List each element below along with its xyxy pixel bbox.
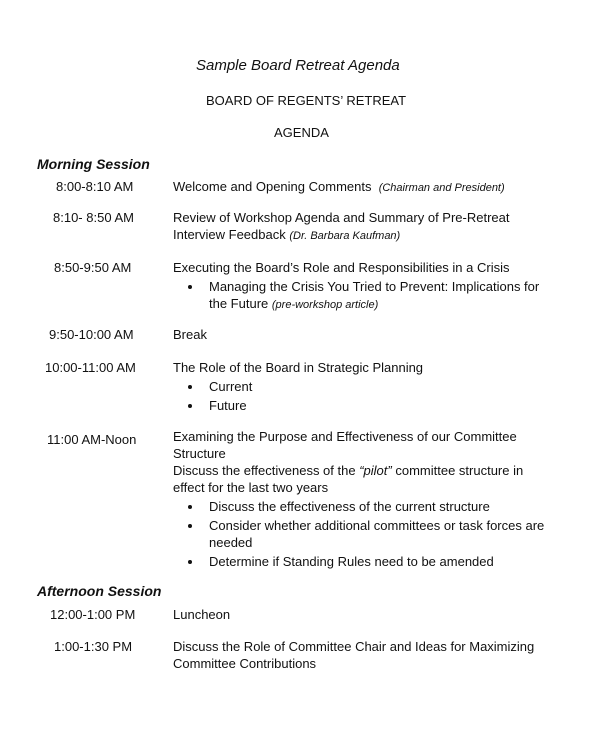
morning-session-heading: Morning Session (37, 156, 150, 172)
agenda-document: Sample Board Retreat Agenda BOARD OF REGENTS’ RETREAT AGENDA Morning Session 8:00-8:10 AM Welcome and Opening Comments (Chairman and President) 8:10- 8:50 AM Review of Workshop Agenda and Summary of Pre-Retreat Interview Feedback (Dr. Barbara Kaufman) 8:50-9:50 AM Executing the Board’s Role and Responsibilities in a Crisis Managing the Crisis You Tried to Prevent: Implications for the Future (pre-workshop article) 9:50-10:00 AM Break 10:00-11:00 AM The Role of the Board in Strategic Planning Current Future 11:00 AM-Noon Examining the Purpose and Effectiveness of our Committee Structure Discuss the effectiveness of the “pilot” committee structure in effect for the last two years Discuss the effectiveness of the current structure Consider whether additional committees or task forces are needed Determine if Standing Rules need to be amended Afternoon Session 12:00-1:00 PM Luncheon 1:00-1:30 PM Discuss the Role of Committee Chair and Ideas for Maximizing Committee Contributions (0, 0, 600, 730)
agenda-item-welcome: Welcome and Opening Comments (Chairman and President) (173, 179, 505, 194)
document-subtitle: BOARD OF REGENTS’ RETREAT (206, 93, 407, 108)
agenda-item-luncheon: Luncheon (173, 607, 231, 622)
speaker-note: (Chairman and President) (378, 182, 505, 194)
list-item: Future (173, 397, 573, 414)
bullet-list (173, 378, 573, 414)
list-item: Managing the Crisis You Tried to Prevent: Implications for the Future (pre-workshop article) (173, 278, 573, 314)
agenda-item-review: Review of Workshop Agenda and Summary of Pre-Retreat Interview Feedback (Dr. Barbara Kaufman) (173, 210, 510, 242)
document-title: Sample Board Retreat Agenda (196, 57, 400, 74)
list-item: Current (173, 378, 573, 395)
agenda-item-committee-structure: Examining the Purpose and Effectiveness of our Committee Structure Discuss the effectiveness of the “pilot” committee structure in effect for the last two years Discuss the effectiveness of the current structure Consider whether additional committees or task forces are needed Determine if Standing Rules need to be amended (173, 428, 573, 572)
list-item: Discuss the effectiveness of the current structure (173, 498, 573, 515)
agenda-label: AGENDA (274, 125, 329, 140)
agenda-item-break: Break (173, 327, 207, 342)
bullet-list (173, 498, 573, 570)
agenda-item-committee-chair: Discuss the Role of Committee Chair and Ideas for Maximizing Committee Contributions (173, 639, 535, 671)
speaker-note: (Dr. Barbara Kaufman) (289, 230, 401, 242)
bullet-list (173, 278, 573, 314)
agenda-item-crisis: Executing the Board’s Role and Responsibilities in a Crisis Managing the Crisis You Tried to Prevent: Implications for the Future (pre-workshop article) (173, 259, 573, 316)
agenda-item-strategic-planning: The Role of the Board in Strategic Planning Current Future (173, 359, 573, 416)
afternoon-session-heading: Afternoon Session (37, 583, 162, 599)
list-item: Consider whether additional committees or task forces are needed (173, 517, 574, 551)
list-item: Determine if Standing Rules need to be amended (173, 553, 573, 570)
